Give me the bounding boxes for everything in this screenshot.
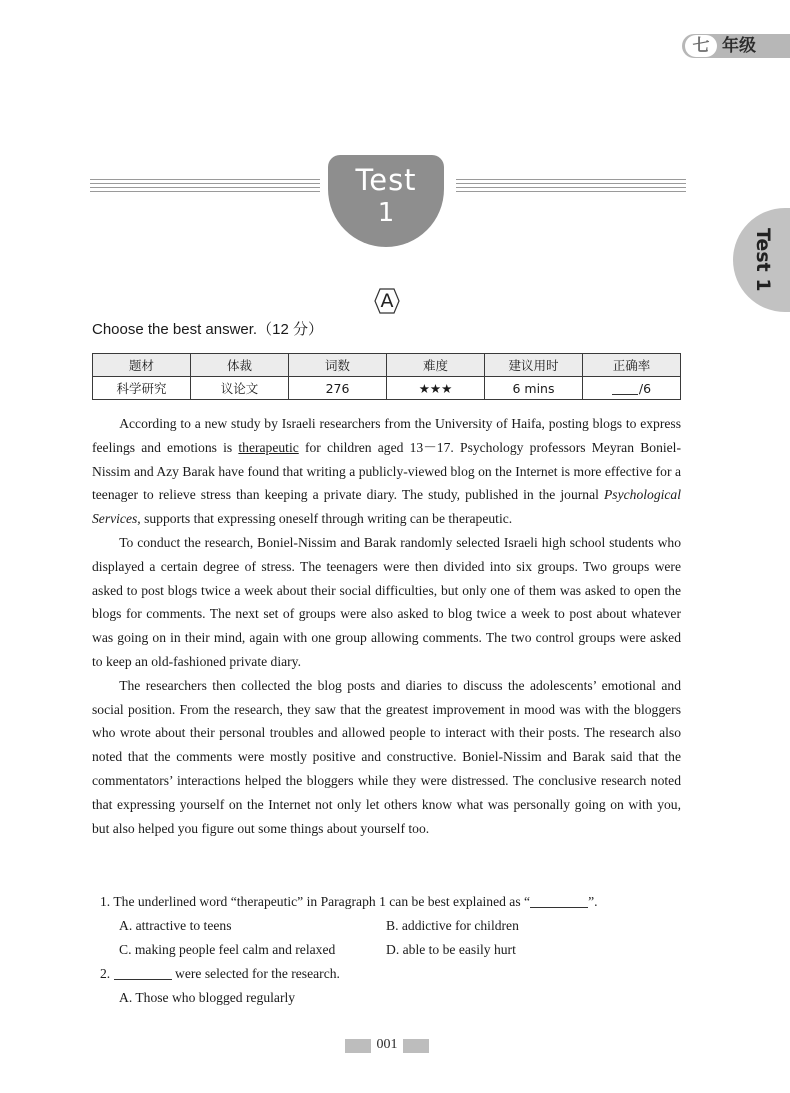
info-table xyxy=(92,353,681,400)
side-tab xyxy=(733,208,790,312)
test-banner xyxy=(328,155,444,247)
question-1-option-d[interactable]: D. able to be easily hurt xyxy=(386,942,516,957)
info-value-difficulty: ★★★ xyxy=(387,377,485,400)
question-1-blank[interactable] xyxy=(530,907,588,908)
decorative-lines-left xyxy=(90,179,320,193)
info-value-word-count: 276 xyxy=(289,377,387,400)
grade-label: 年级 xyxy=(722,36,756,56)
decorative-lines-right xyxy=(456,179,686,193)
page-number-bar-right xyxy=(403,1039,429,1053)
info-table-value-row xyxy=(93,377,681,400)
info-value-accuracy[interactable] xyxy=(583,377,681,400)
page-number-text: 001 xyxy=(376,1037,398,1052)
info-value-topic: 科学研究 xyxy=(93,377,191,400)
question-1-stem xyxy=(92,890,681,914)
info-header-difficulty: 难度 xyxy=(387,354,485,377)
instruction-text: Choose the best answer.（12 分） xyxy=(92,321,323,338)
question-1-option-a[interactable]: A. attractive to teens xyxy=(119,918,232,933)
info-header-suggested-time: 建议用时 xyxy=(485,354,583,377)
question-1-options-row-1 xyxy=(92,914,681,938)
info-value-genre: 议论文 xyxy=(191,377,289,400)
side-tab-label: Test 1 xyxy=(752,228,774,292)
questions xyxy=(92,890,681,1010)
question-2-options-row-1 xyxy=(92,986,681,1010)
info-header-genre: 体裁 xyxy=(191,354,289,377)
grade-badge xyxy=(682,34,790,58)
journal-title: Psychological Services xyxy=(92,487,681,527)
passage-paragraph-3: The researchers then collected the blog posts and diaries to discuss the adolescents’ emotional and social position. From the research, they saw that the greatest improvement in mood was with the bloggers who wrote about their personal troubles and allowed people to interact with their posts. The research also noted that the comments were mostly positive and constructive. Boniel-Nissim and Barak said that the commentators’ interactions helped the bloggers while they were distressed. The conclusive research noted that expressing yourself on the Internet not only let others know what was personally going on with you, but also helped you figure out some things about yourself too. xyxy=(92,677,681,836)
passage-paragraph-2: To conduct the research, Boniel-Nissim and Barak randomly selected Israeli high school students who displayed a certain degree of stress. The teenagers were then divided into six groups. Two groups were asked to post blogs twice a week about their social difficulties, but only one of them was asked to open the blogs for comments. The next set of groups were also asked to blog twice a week to post about whatever was going on in their mind, again with one group allowing comments. The two control groups were asked to keep an old-fashioned private diary. xyxy=(92,534,681,669)
info-header-word-count: 词数 xyxy=(289,354,387,377)
question-1-option-c[interactable]: C. making people feel calm and relaxed xyxy=(119,942,336,957)
passage-p1-text-c: , supports that expressing oneself through writing can be therapeutic. xyxy=(137,511,513,527)
section-letter: A xyxy=(380,290,394,312)
section-letter-badge xyxy=(373,287,401,315)
passage-paragraph-1 xyxy=(92,412,681,531)
info-table-header-row xyxy=(93,354,681,377)
test-banner-title: Test xyxy=(355,163,417,197)
question-2-text: were selected for the research. xyxy=(171,966,340,981)
accuracy-blank[interactable] xyxy=(612,394,638,395)
page-number xyxy=(345,1039,429,1053)
question-2-number: 2. xyxy=(100,966,111,981)
info-header-accuracy: 正确率 xyxy=(583,354,681,377)
passage-p1-text-b: for children aged 13－17. Psychology professors Meyran Boniel-Nissim and Azy Barak have found that writing a publicly-viewed blog on the Internet is more effective for a teenager to relieve stress than keeping a private diary. The study, published in the journal xyxy=(92,439,681,503)
question-2-option-a[interactable]: A. Those who blogged regularly xyxy=(119,990,296,1005)
test-banner-number: 1 xyxy=(377,198,395,228)
page-number-bar-left xyxy=(345,1039,371,1053)
reading-passage xyxy=(92,412,681,840)
info-value-suggested-time: 6 mins xyxy=(485,377,583,400)
underlined-word: therapeutic xyxy=(238,439,299,455)
question-2-stem xyxy=(92,962,681,986)
question-1-option-b[interactable]: B. addictive for children xyxy=(386,918,519,933)
grade-mark: 七 xyxy=(685,35,717,57)
question-2-blank[interactable] xyxy=(114,979,172,980)
question-1-options-row-2 xyxy=(92,938,681,962)
passage-p1-text-a: According to a new study by Israeli researchers from the University of Haifa, posting blogs to express feelings and emotions is xyxy=(92,416,681,455)
info-header-topic: 题材 xyxy=(93,354,191,377)
accuracy-total: /6 xyxy=(638,380,652,396)
question-1-text-a: 1. The underlined word “therapeutic” in Paragraph 1 can be best explained as “ xyxy=(100,894,531,909)
question-1-text-b: ”. xyxy=(588,894,598,909)
